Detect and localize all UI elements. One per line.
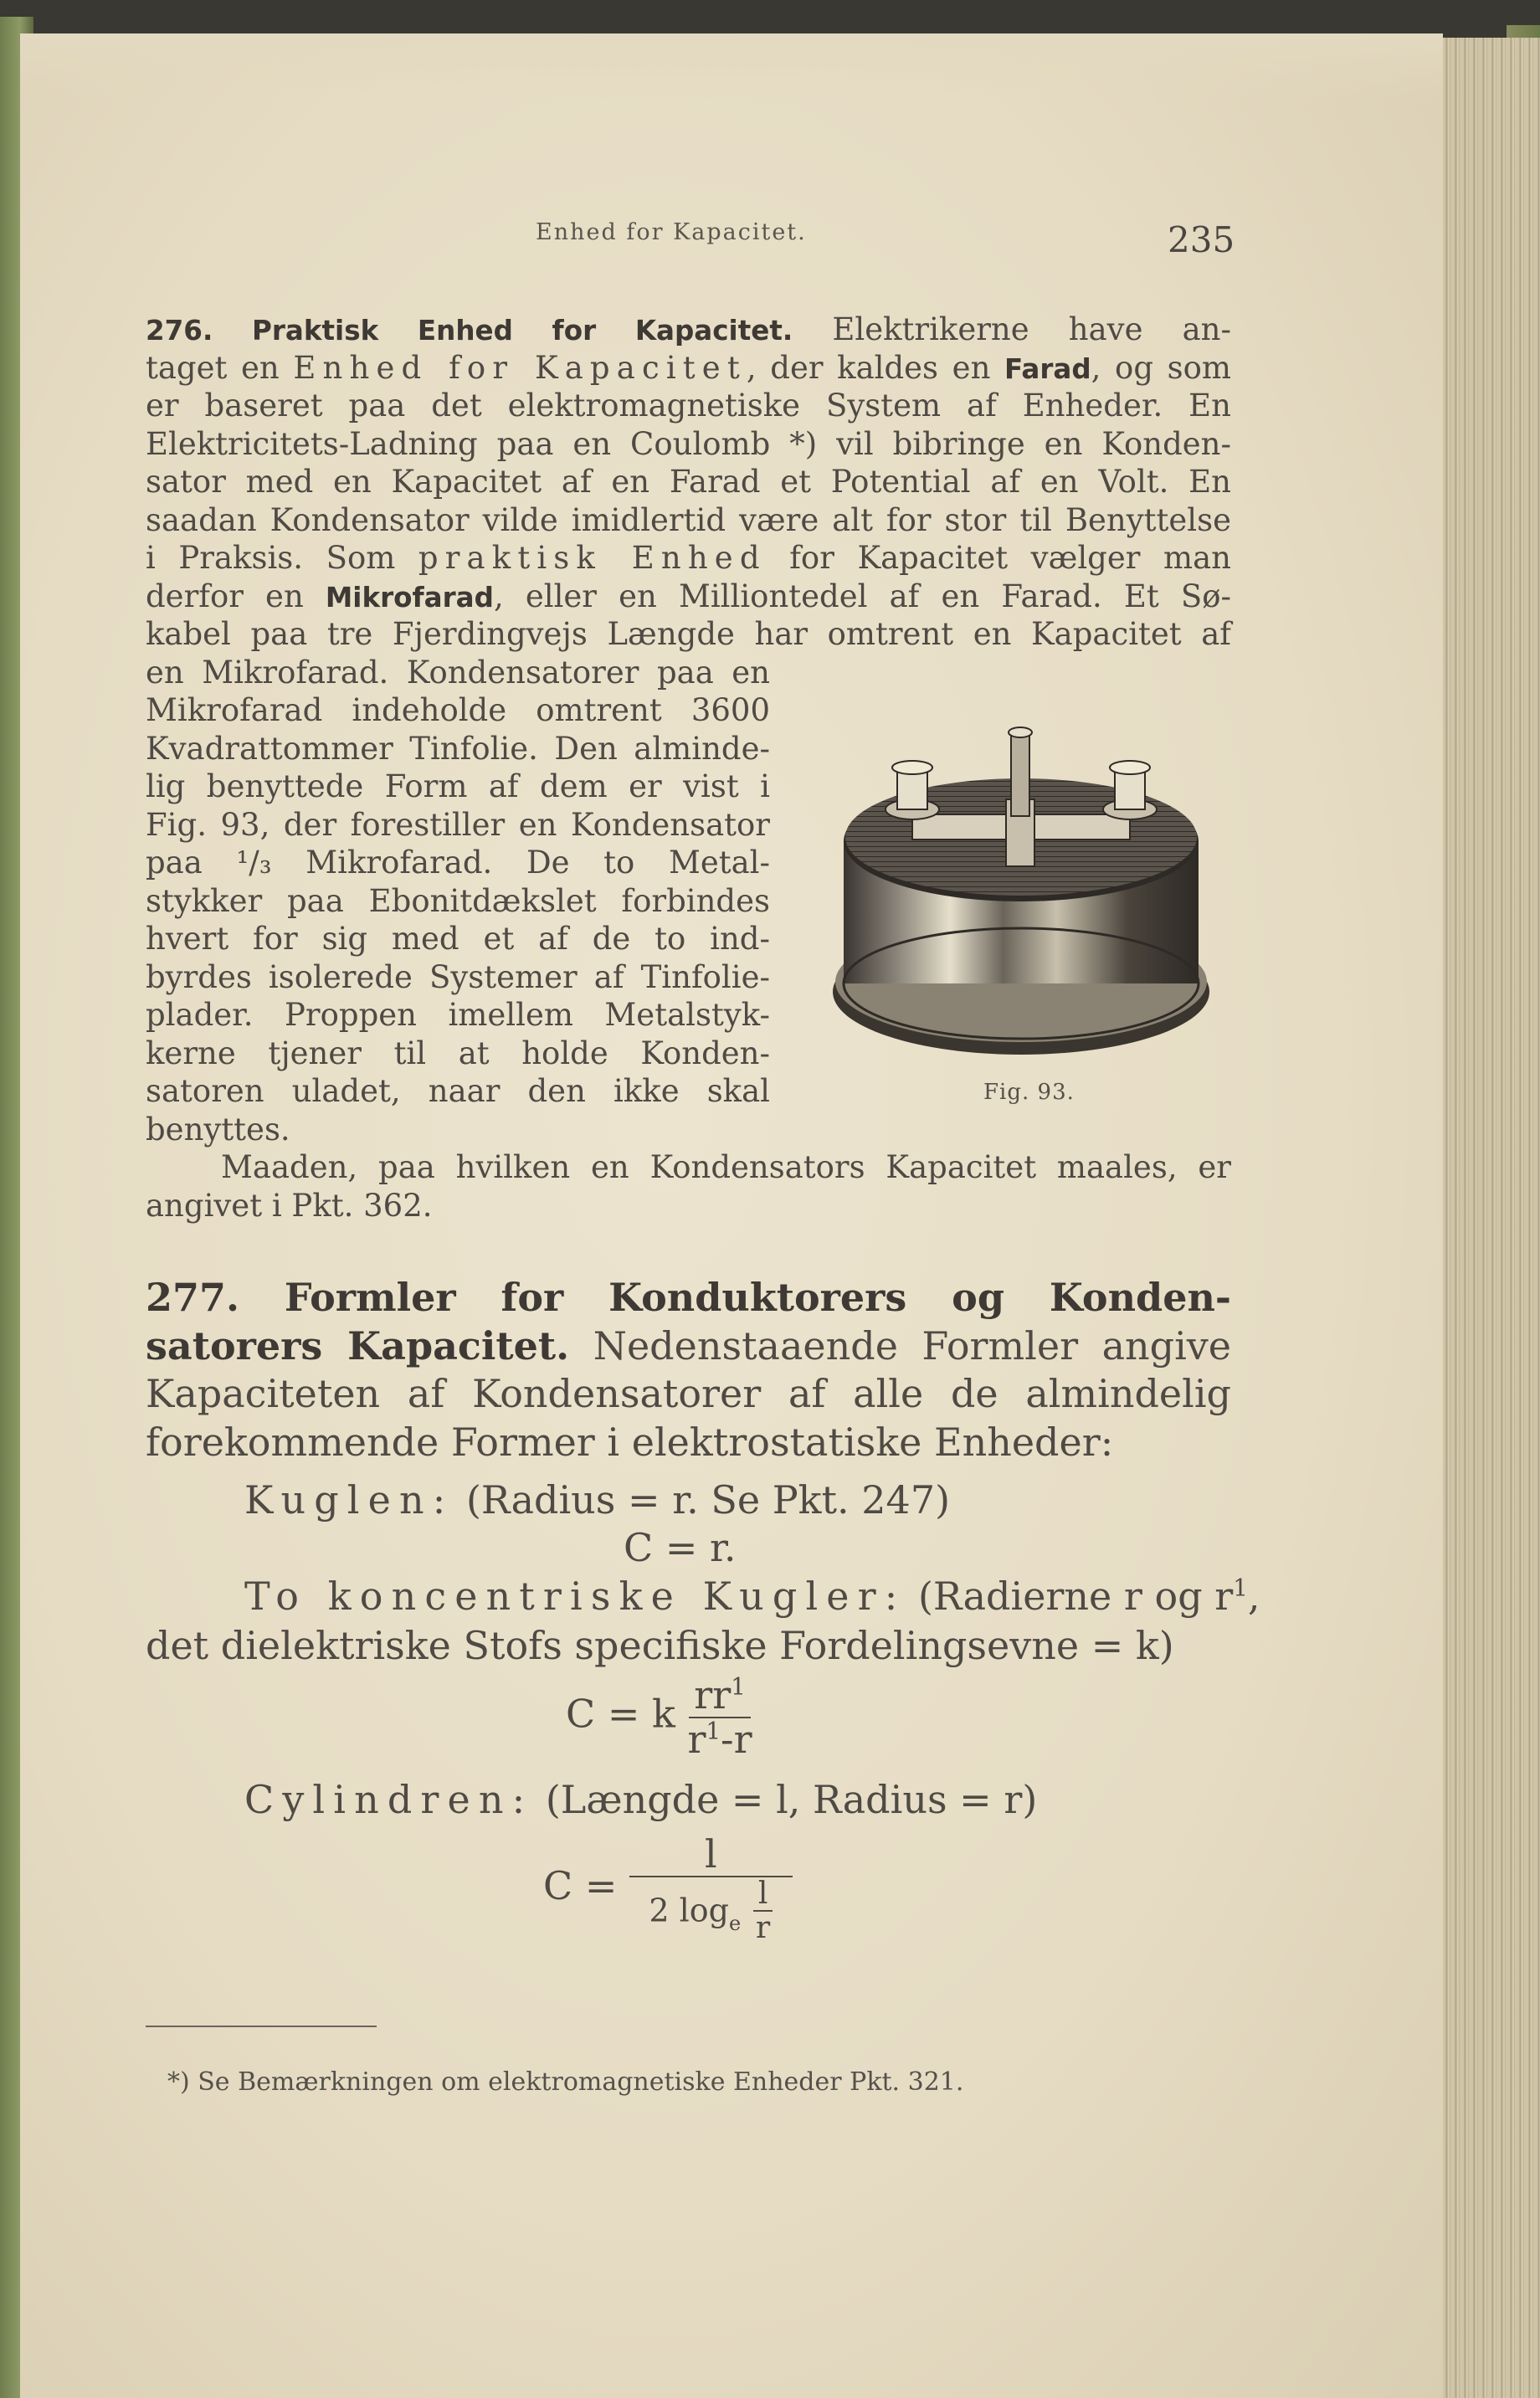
section-heading: 276. Praktisk Enhed for Kapacitet. <box>146 315 793 347</box>
text-line <box>146 578 1231 616</box>
formula-sphere: C = r. <box>624 1525 737 1570</box>
text-line: Kapaciteten af Kondensatorer af alle de almindelig <box>146 1371 1231 1416</box>
superscript: 1 <box>706 1717 721 1745</box>
page-top-shadow <box>20 33 1443 100</box>
formula-cylinder <box>543 1833 793 1945</box>
text: taget en <box>146 349 294 386</box>
text-line: paa ¹/₃ Mikrofarad. De to Metal- <box>146 845 770 881</box>
section-277 <box>146 1274 1231 1466</box>
text: (Radius = r. Se Pkt. 247) <box>454 1477 951 1522</box>
text-line <box>146 311 1231 349</box>
denominator <box>649 1877 773 1945</box>
page-number: 235 <box>1168 219 1235 260</box>
footnote-rule <box>146 2026 377 2027</box>
text: -r <box>721 1716 752 1762</box>
formula-concentric <box>566 1674 752 1760</box>
text-line <box>146 349 1231 388</box>
text: derfor en <box>146 578 326 614</box>
text-line: byrdes isolerede Systemer af Tinfolie- <box>146 958 770 995</box>
running-title: Enhed for Kapacitet. <box>536 219 807 245</box>
spaced-term: Kuglen: <box>244 1477 454 1522</box>
numerator: l <box>629 1833 793 1877</box>
text-line: forekommende Former i elektrostatiske Enheder: <box>146 1419 1114 1465</box>
fraction <box>687 1674 752 1760</box>
footnote: *) Se Bemærkningen om elektromagnetiske Enheder Pkt. 321. <box>167 2067 964 2097</box>
heading-text: 277. Formler for Konduktorers og Konden- <box>146 1275 1231 1320</box>
bold-term: Farad <box>1004 352 1091 385</box>
text-line: Maaden, paa hvilken en Kondensators Kapacitet maales, er <box>221 1149 1231 1185</box>
formula-lhs: C = k <box>566 1691 675 1737</box>
text-line <box>146 1322 1231 1371</box>
text-line: plader. Proppen imellem Metalstyk- <box>146 997 770 1033</box>
text: , eller en Milliontedel af en Farad. Et Sø- <box>493 578 1231 614</box>
text-line: stykker paa Ebonitdækslet forbindes <box>146 882 770 919</box>
spaced-term: Enhed for Kapacitet <box>293 349 747 386</box>
text-line: angivet i Pkt. 362. <box>146 1187 433 1224</box>
text: , og som <box>1091 349 1231 386</box>
text-line: kabel paa tre Fjerdingvejs Længde har omtrent en Kapacitet af <box>146 616 1231 652</box>
text-line: en Mikrofarad. Kondensatorer paa en <box>146 654 770 691</box>
subscript: e <box>729 1911 742 1935</box>
text-line: Kvadrattommer Tinfolie. Den alminde- <box>146 730 770 767</box>
figure-caption: Fig. 93. <box>983 1080 1075 1105</box>
text: Nedenstaaende Formler angive <box>569 1322 1231 1368</box>
spaced-term: praktisk Enhed <box>418 540 767 576</box>
text: i Praksis. Som <box>146 540 418 576</box>
superscript: 1 <box>1233 1574 1248 1602</box>
text-line: kerne tjener til at holde Konden- <box>146 1035 770 1071</box>
formula-lhs: C = <box>543 1862 618 1908</box>
text: for Kapacitet vælger man <box>766 540 1231 576</box>
formula-label-cylinder <box>244 1777 1037 1822</box>
numerator: l <box>753 1877 773 1913</box>
text-line: saadan Kondensator vilde imidlertid være alt for stor til Benyttelse <box>146 501 1231 538</box>
text-line <box>146 539 1231 578</box>
text: , der kaldes en <box>746 349 1005 386</box>
text: 2 log <box>649 1892 729 1929</box>
numerator <box>689 1674 751 1718</box>
text-line: sator med en Kapacitet af en Farad et Potential af en Volt. En <box>146 464 1231 500</box>
text-line: Elektricitets-Ladning paa en Coulomb *) vil bibringe en Konden- <box>146 425 1231 462</box>
text-line: hvert for sig med et af de to ind- <box>146 921 770 957</box>
denominator <box>687 1718 752 1761</box>
inner-fraction <box>753 1877 773 1945</box>
spaced-term: To koncentriske Kugler: <box>244 1574 906 1619</box>
spaced-term: Cylindren: <box>244 1777 534 1822</box>
text: (Radierne r og r <box>906 1574 1234 1619</box>
text: Elektrikerne have an- <box>793 311 1231 347</box>
capacitor-illustration <box>829 716 1214 1067</box>
text: rr <box>694 1672 732 1718</box>
formula-label-concentric <box>244 1574 1260 1619</box>
text: , <box>1247 1574 1260 1619</box>
text-line: er baseret paa det elektromagnetiske System af Enheder. En <box>146 388 1231 424</box>
heading-text: satorers Kapacitet. <box>146 1322 570 1368</box>
section-heading <box>146 1274 1231 1322</box>
bold-term: Mikrofarad <box>325 581 494 614</box>
superscript: 1 <box>731 1672 746 1701</box>
fraction <box>629 1833 793 1945</box>
text-line: Mikrofarad indeholde omtrent 3600 <box>146 692 770 728</box>
text-line: lig benyttede Form af dem er vist i <box>146 768 770 804</box>
formula-label-sphere <box>244 1477 950 1522</box>
text-line: benyttes. <box>146 1111 290 1148</box>
text-line: det dielektriske Stofs specifiske Fordelingsevne = k) <box>146 1623 1174 1668</box>
text: r <box>687 1716 706 1762</box>
text-line: satoren uladet, naar den ikke skal <box>146 1073 770 1109</box>
denominator: r <box>755 1911 771 1946</box>
text-line: Fig. 93, der forestiller en Kondensator <box>146 806 770 843</box>
text: (Længde = l, Radius = r) <box>533 1777 1038 1822</box>
